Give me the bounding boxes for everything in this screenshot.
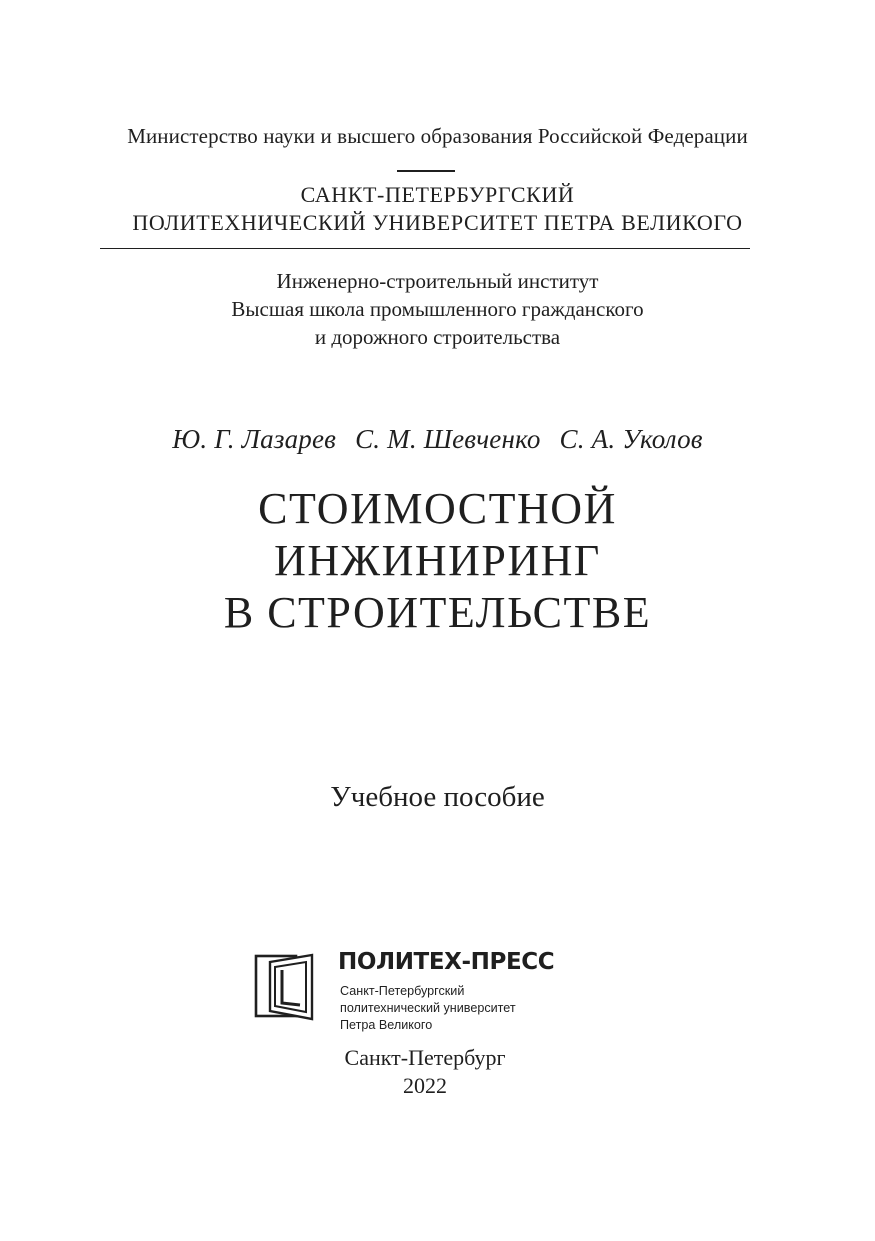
publisher-desc-line-2: политехнический университет xyxy=(340,1001,516,1015)
title-line-2: ИНЖИНИРИНГ xyxy=(274,536,601,585)
publisher-desc-line-1: Санкт-Петербургский xyxy=(340,984,465,998)
short-divider xyxy=(397,170,455,172)
imprint-year: 2022 xyxy=(403,1073,447,1098)
book-title xyxy=(0,483,875,639)
long-divider xyxy=(100,248,750,249)
institute-line-2: Высшая школа промышленного гражданского xyxy=(231,297,644,321)
title-line-1: СТОИМОСТНОЙ xyxy=(258,484,617,533)
ministry-line: Министерство науки и высшего образования Российской Федерации xyxy=(127,124,748,148)
publisher-description xyxy=(340,983,516,1034)
publisher-logo-icon xyxy=(254,953,316,1021)
publisher-desc-line-3: Петра Великого xyxy=(340,1018,433,1032)
university-name-line-1: САНКТ-ПЕТЕРБУРГСКИЙ xyxy=(300,182,575,207)
university-name xyxy=(0,181,875,237)
author-3: С. А. Уколов xyxy=(559,424,703,454)
institute-line-3: и дорожного строительства xyxy=(314,325,561,349)
authors-line xyxy=(0,424,875,455)
author-1: Ю. Г. Лазарев xyxy=(172,424,337,454)
document-type: Учебное пособие xyxy=(330,781,545,813)
institute-line-1: Инженерно-строительный институт xyxy=(276,269,599,293)
author-2: С. М. Шевченко xyxy=(355,424,541,454)
imprint-city: Санкт-Петербург xyxy=(344,1045,506,1070)
title-line-3: В СТРОИТЕЛЬСТВЕ xyxy=(223,588,652,637)
publisher-name: ПОЛИТЕХ-ПРЕСС xyxy=(338,949,555,975)
institute-block xyxy=(0,267,875,351)
university-name-line-2: ПОЛИТЕХНИЧЕСКИЙ УНИВЕРСИТЕТ ПЕТРА ВЕЛИКОГО xyxy=(132,210,743,235)
